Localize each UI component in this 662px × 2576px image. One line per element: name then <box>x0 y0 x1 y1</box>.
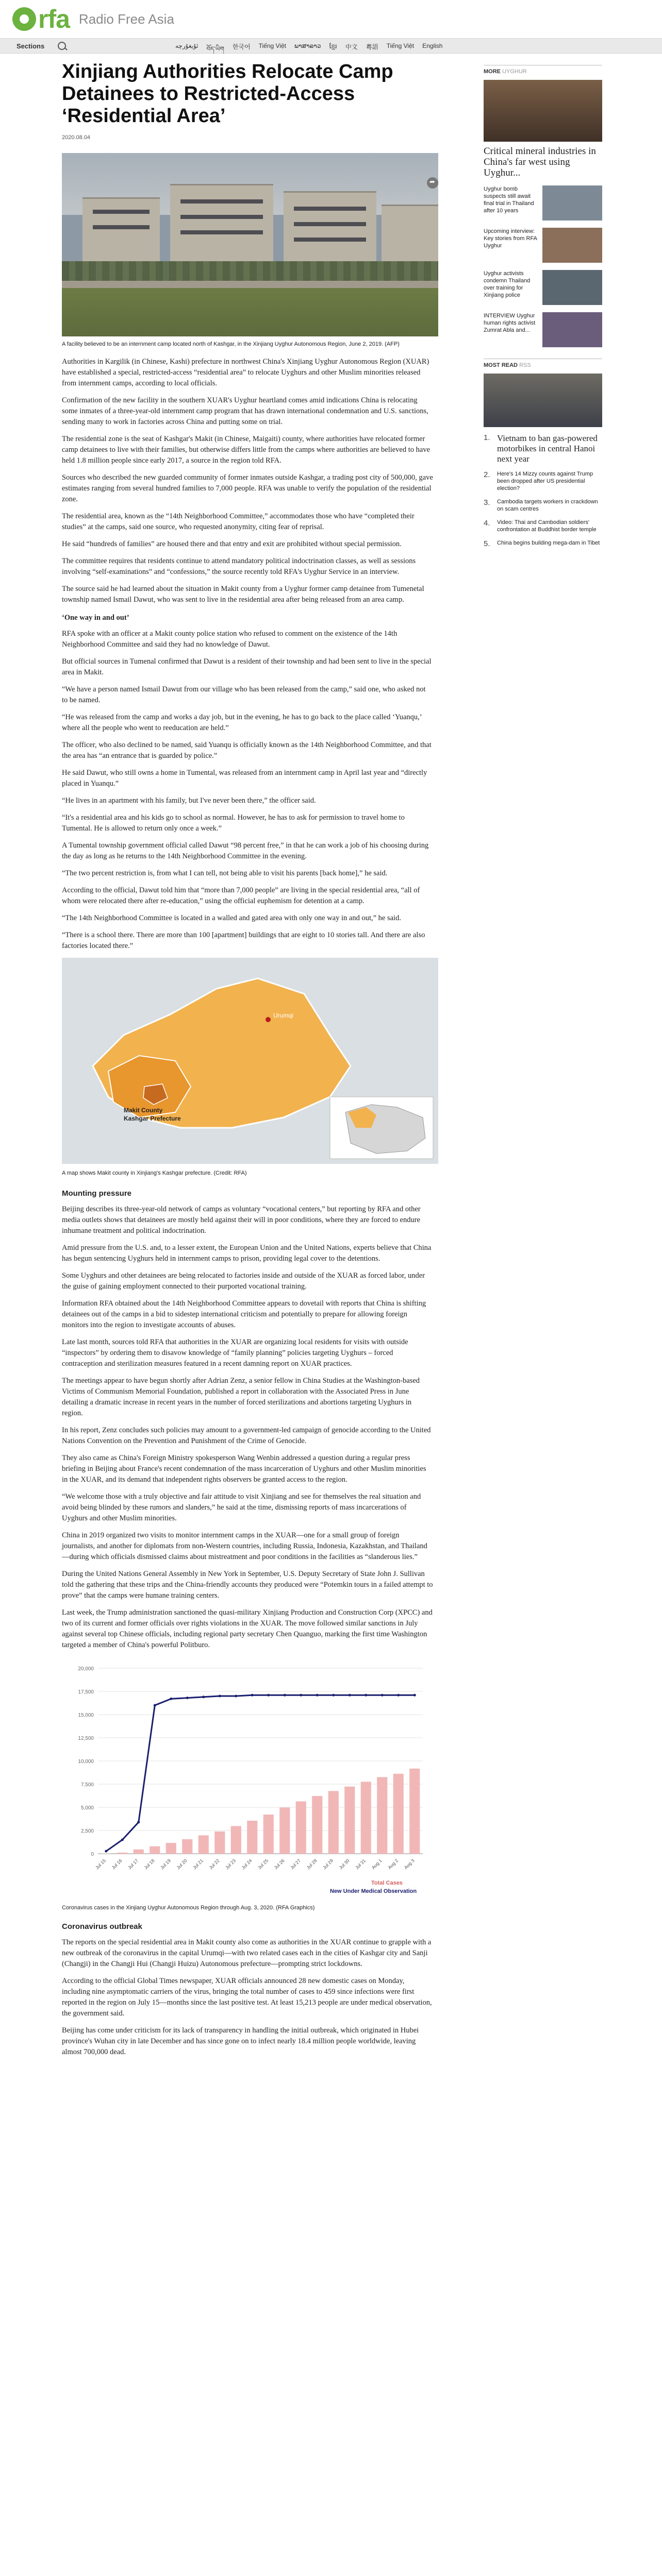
chart-point-medical-observation <box>251 1694 254 1697</box>
chart-y-tick-label: 12,500 <box>78 1736 94 1741</box>
chart-x-tick-label: Jul 16 <box>110 1858 123 1871</box>
chart-x-tick-label: Jul 19 <box>159 1858 172 1871</box>
article-paragraph: The source said he had learned about the situation in Makit county from a Uyghur former camp detainee from Tumenetal township named Ismail Dawut, who was sent to live in the residential area after being released from an area camp. <box>62 585 424 604</box>
chart-x-tick-label: Jul 31 <box>354 1858 367 1871</box>
share-icon[interactable] <box>427 177 438 189</box>
language-link[interactable]: Tiếng Việt <box>386 42 415 49</box>
chart-bar-total-cases <box>279 1807 290 1854</box>
most-read-label: MOST READ <box>484 362 518 368</box>
article-paragraph: The officer, who also declined to be named, said Yuanqu is officially known as the 14th Neighborhood Committee, and that the area has “an entrance that is guarded by police.” <box>62 741 432 760</box>
article-paragraph: They also came as China's Foreign Ministry spokesperson Wang Wenbin addressed a question during a regular press briefing in Beijing about France's recent condemnation of the mass incarceration of Uyghurs and other Muslim minorities in the XUAR, and its demand that independent rights observers be granted access to the region. <box>62 1454 426 1484</box>
article-paragraph: “We have a person named Ismail Dawut from our village who has been released from the camp,” said one, who asked not to be named. <box>62 685 426 704</box>
chart-bar-total-cases <box>150 1846 160 1854</box>
article-paragraph: Confirmation of the new facility in the southern XUAR's Uyghur heartland comes amid indications China is relocating some inmates of a three-year-old internment camp program that has drawn international condemnation and U.S. sanctions, sending many to work in factories across China and putting some on trial. <box>62 396 428 426</box>
chart-x-tick-label: Jul 15 <box>94 1858 107 1871</box>
more-section-label[interactable]: UYGHUR <box>502 69 527 75</box>
most-read-rank: 3. <box>484 498 490 507</box>
map-label-makit: Makit County <box>124 1107 163 1114</box>
article <box>62 61 474 2064</box>
chart-point-medical-observation <box>365 1694 367 1697</box>
article-paragraph: The committee requires that residents continue to attend mandatory political indoctrination classes, as well as sessions involving “self-examinations” and “confessions,” the source recently told RFA's Uyghur Service in an interview. <box>62 557 416 576</box>
chart-y-tick-label: 2,500 <box>80 1828 94 1834</box>
chart-bar-total-cases <box>361 1782 371 1854</box>
chart-y-tick-label: 5,000 <box>80 1805 94 1811</box>
article-paragraph: “It's a residential area and his kids go to school as normal. However, he has to ask for permission to travel home to Tumental. He is allowed to return only once a week.” <box>62 814 405 833</box>
article-paragraph: A Tumental township government official called Dawut “98 percent free,” in that he can work a job of his choosing during the day as long as he returns to the 14th Neighborhood Committee in the evening. <box>62 841 429 860</box>
map-caption: A map shows Makit county in Xinjiang's Kashgar prefecture. (Credit: RFA) <box>62 1170 247 1176</box>
chart-y-tick-label: 20,000 <box>78 1666 94 1672</box>
map-label-kashgar: Kashgar Prefecture <box>124 1115 181 1122</box>
language-link[interactable]: English <box>422 42 443 49</box>
sidebar-story[interactable] <box>484 228 602 263</box>
chart-point-medical-observation <box>235 1695 237 1698</box>
article-paragraph: Authorities in Kargilik (in Chinese, Kashi) prefecture in northwest China's Xinjiang Uyghur Autonomous Region (XUAR) have established a special, restricted-access “residential area” to relocate Uyghurs and other Muslim minorities released from internment camps, according to local officials. <box>62 358 429 387</box>
chart-point-medical-observation <box>154 1704 156 1707</box>
chart-point-medical-observation <box>300 1694 302 1697</box>
article-paragraph: Last week, the Trump administration sanctioned the quasi-military Xinjiang Production and Construction Corp (XPCC) and two of its current and former officials over rights violations in the XUAR. The move followed similar sanctions in July against several top Chinese officials, including regional party secretary Chen Quanguo, marking the first time Washington targeted a member of China's powerful Politburo. <box>62 1608 433 1649</box>
article-paragraph: “There is a school there. There are more than 100 [apartment] buildings that are eight to 10 stories tall. And there are also factories located there.” <box>62 931 425 950</box>
rfa-logo-icon <box>12 7 36 31</box>
article-paragraph: “The 14th Neighborhood Committee is located in a walled and gated area with only one way in and out,” he said. <box>62 914 401 922</box>
language-link[interactable]: ខ្មែរ <box>329 43 337 50</box>
chart-bar-total-cases <box>312 1796 322 1854</box>
hero-image <box>62 153 438 336</box>
language-link[interactable]: བོད་ཡིག <box>206 45 224 53</box>
chart-x-tick-label: Jul 17 <box>127 1858 140 1871</box>
article-paragraph: “We welcome those with a truly objective and fair attitude to visit Xinjiang and see for themselves the real situation and avoid being blinded by these rumors and slanders,” he said at the time, dismissing reports of mass incarcerations of Uyghurs and other Muslim minorities. <box>62 1493 421 1522</box>
chart-y-tick-label: 17,500 <box>78 1689 94 1695</box>
chart-bar-total-cases <box>328 1791 339 1854</box>
chart-y-tick-label: 10,000 <box>78 1759 94 1765</box>
sidebar-story-title: Uyghur activists condemn Thailand over training for Xinjiang police <box>484 270 531 298</box>
article-paragraph: “He was released from the camp and works a day job, but in the evening, he has to go back to the place called ‘Yuanqu,’ where all the people who went to reeducation are held.” <box>62 713 422 732</box>
chart-x-tick-label: Jul 28 <box>305 1858 318 1871</box>
article-paragraph: The reports on the special residential area in Makit county also come as authorities in the XUAR continue to grapple with a new outbreak of the coronavirus in the capital Urumqi—with two related cases each in the cities of Kashgar city and Sanji (Changji) in the Changji Hui (Changji Huizu) Autonomous prefecture—prompting strict lockdowns. <box>62 1938 432 1968</box>
chart-point-medical-observation <box>121 1839 124 1841</box>
chart-x-tick-label: Jul 27 <box>289 1858 302 1871</box>
chart-caption: Coronavirus cases in the Xinjiang Uyghur Autonomous Region through Aug. 3, 2020. (RFA Graphics) <box>62 1905 315 1911</box>
article-body <box>62 357 433 2058</box>
chart-bar-total-cases <box>166 1843 176 1854</box>
sidebar-story[interactable] <box>484 312 602 347</box>
most-read-rank: 1. <box>484 433 490 442</box>
sidebar-feature-title[interactable]: Critical mineral industries in China's far west using Uyghur... <box>484 146 596 178</box>
article-paragraph: The meetings appear to have begun shortly after Adrian Zenz, a senior fellow in China Studies at the Washington-based Victims of Communism Memorial Foundation, published a report in collaboration with the Associated Press in June detailing a dramatic increase in recent years in the number of forced sterilizations and abortions targeting Uyghurs in region. <box>62 1377 420 1417</box>
sidebar-story-title: Upcoming interview: Key stories from RFA Uyghur <box>484 228 537 249</box>
chart-bar-total-cases <box>182 1839 192 1854</box>
article-paragraph: Late last month, sources told RFA that authorities in the XUAR are organizing local residents for visits with outside “inspectors” by ordering them to disavow knowledge of “family planning” policies targeting Uyghurs – forced contraception and sterilization measures featured in a recent damning report on XUAR practices. <box>62 1338 408 1368</box>
article-paragraph: During the United Nations General Assembly in New York in September, U.S. Deputy Secretary of State John J. Sullivan told the gathering that these trips and the China-friendly accounts they produced were “Potemkin tours in a failed attempt to prove” that the camps were humane training centers. <box>62 1570 433 1600</box>
most-read-title: China begins building mega-dam in Tibet <box>497 540 600 546</box>
most-read-section-label[interactable]: RSS <box>519 362 531 368</box>
most-read-rank: 2. <box>484 470 490 479</box>
chart-bar-total-cases <box>409 1769 420 1854</box>
chart-x-tick-label: Jul 18 <box>143 1858 156 1871</box>
most-read-item[interactable] <box>484 433 602 464</box>
chart-legend-medical-observation: New Under Medical Observation <box>330 1888 417 1894</box>
hero-caption: A facility believed to be an internment camp located north of Kashgar, in the Xinjiang Uyghur Autonomous Region, June 2, 2019. (AFP) <box>62 341 400 347</box>
chart-point-medical-observation <box>284 1694 286 1697</box>
chart-x-tick-label: Jul 29 <box>322 1858 335 1871</box>
sidebar-story-title: Uyghur bomb suspects still await final trial in Thailand after 10 years <box>484 186 534 214</box>
sidebar-story-title: INTERVIEW Uyghur human rights activist Zumrat Abla and... <box>484 313 536 333</box>
logo-text: rfa <box>38 5 70 33</box>
covid-chart <box>62 1658 438 1900</box>
chart-x-tick-label: Aug 1 <box>370 1858 383 1871</box>
sidebar-story-thumbnail <box>542 185 602 221</box>
language-link[interactable]: ພາສາລາວ <box>294 42 321 49</box>
article-paragraph: “He lives in an apartment with his family, but I've never been there,” the officer said. <box>62 796 316 805</box>
article-paragraph: In his report, Zenz concludes such policies may amount to a government-led campaign of genocide according to the United Nations Convention on the Prevention and Punishment of the Crime of Genocide. <box>62 1426 431 1445</box>
chart-x-tick-label: Jul 30 <box>338 1858 351 1871</box>
article-date: 2020.08.04 <box>62 134 91 141</box>
language-link[interactable]: Tiếng Việt <box>258 42 286 49</box>
most-read-rank: 5. <box>484 539 490 548</box>
most-read-title: Here's 14 Mizzy counts against Trump been dropped after US presidential election? <box>497 471 593 492</box>
map-label-urumqi: Urumqi <box>273 1012 293 1019</box>
article-paragraph: RFA spoke with an officer at a Makit county police station who refused to comment on the existence of the 14th Neighborhood Committee and said they had no knowledge of Dawut. <box>62 630 398 649</box>
site-header <box>0 0 662 38</box>
chart-x-tick-label: Jul 20 <box>175 1858 188 1871</box>
sidebar-story-thumbnail <box>542 270 602 305</box>
subhead-mounting-pressure: Mounting pressure <box>62 1189 132 1198</box>
chart-point-medical-observation <box>397 1694 400 1697</box>
article-paragraph: The residential zone is the seat of Kashgar's Makit (in Chinese, Maigaiti) county, where authorities have relocated former camp detainees to live with their families, but otherwise differs little from the camps where authorities are believed to have held 1.8 million people since early 2017, a source in the region told RFA. <box>62 435 431 465</box>
most-read-title: Video: Thai and Cambodian soldiers' confrontation at Buddhist border temple <box>497 519 597 533</box>
chart-point-medical-observation <box>332 1694 335 1697</box>
sidebar-story-thumbnail <box>542 228 602 263</box>
chart-y-tick-label: 7,500 <box>80 1782 94 1788</box>
chart-x-tick-label: Jul 24 <box>240 1858 253 1871</box>
map-svg <box>62 958 438 1164</box>
chart-point-medical-observation <box>381 1694 384 1697</box>
chart-bar-total-cases <box>393 1774 404 1854</box>
article-paragraph: According to the official, Dawut told him that “more than 7,000 people” are living in the special residential area, “all of whom were relocated there after re-education,” using the official euphemism for detention at a camp. <box>62 886 420 905</box>
most-read-image[interactable] <box>484 374 602 427</box>
site-name: Radio Free Asia <box>78 11 174 27</box>
article-paragraph: According to the official Global Times newspaper, XUAR officials announced 28 new domestic cases on Monday, including nine asymptomatic carriers of the virus, bringing the total number of cases to 459 since infections were first reported in the region on July 15—months since the last positive test. At least 15,213 people are under medical observation, the government said. <box>62 1977 432 2018</box>
language-link[interactable]: 한국어 <box>232 43 251 50</box>
chart-x-tick-label: Jul 26 <box>273 1858 286 1871</box>
most-read-item[interactable] <box>484 498 602 513</box>
article-paragraph: He said “hundreds of families” are housed there and that entry and exit are prohibited without special permission. <box>62 540 402 548</box>
chart-point-medical-observation <box>267 1694 270 1697</box>
article-paragraph: China in 2019 organized two visits to monitor internment camps in the XUAR—one for a small group of foreign journalists, and another for diplomats from non-Western countries, including Russia, Indonesia, Kazakhstan, and Thailand—during which officials dismissed claims about mistreatment and poor conditions in the facilities as “slanderous lies.” <box>62 1531 427 1561</box>
chart-point-medical-observation <box>349 1694 351 1697</box>
subhead-coronavirus: Coronavirus outbreak <box>62 1922 142 1931</box>
site-logo[interactable] <box>12 7 174 31</box>
sidebar <box>484 65 602 548</box>
language-link[interactable]: 粵語 <box>366 43 378 50</box>
language-link[interactable]: 中文 <box>345 43 358 50</box>
article-paragraph: Amid pressure from the U.S. and, to a lesser extent, the European Union and the United Nations, experts believe that China has begun sentencing Uyghurs held in internment camps to prison, providing legal cover to the detentions. <box>62 1244 432 1263</box>
chart-bar-total-cases <box>214 1832 225 1854</box>
chart-x-tick-label: Jul 21 <box>192 1858 205 1871</box>
chart-svg <box>62 1658 438 1900</box>
chart-bar-total-cases <box>247 1821 257 1854</box>
language-link[interactable]: ئۇيغۇرچە <box>175 42 198 49</box>
chart-x-tick-label: Jul 25 <box>257 1858 270 1871</box>
subhead-one-way: ‘One way in and out’ <box>62 614 129 622</box>
chart-bar-total-cases <box>263 1815 274 1854</box>
sidebar-story-thumbnail <box>542 312 602 347</box>
chart-bar-total-cases <box>377 1777 387 1854</box>
sidebar-more-heading <box>484 65 602 75</box>
language-links <box>175 42 442 60</box>
chart-point-medical-observation <box>413 1694 416 1697</box>
most-read-title: Cambodia targets workers in crackdown on scam centres <box>497 499 598 512</box>
more-label: MORE <box>484 69 501 75</box>
chart-x-tick-label: Aug 3 <box>403 1858 416 1871</box>
most-read-item[interactable] <box>484 470 602 492</box>
chart-x-tick-label: Aug 2 <box>387 1858 400 1871</box>
chart-point-medical-observation <box>105 1850 107 1853</box>
chart-y-tick-label: 15,000 <box>78 1713 94 1718</box>
article-paragraph: Beijing describes its three-year-old network of camps as voluntary “vocational centers,” but reporting by RFA and other media outlets shows that detainees are mostly held against their will in poor conditions, where they are forced to endure inhumane treatment and political indoctrination. <box>62 1205 421 1235</box>
most-read-rank: 4. <box>484 519 490 528</box>
chart-x-tick-label: Jul 22 <box>208 1858 221 1871</box>
sidebar-story[interactable] <box>484 270 602 305</box>
most-read-title: Vietnam to ban gas-powered motorbikes in central Hanoi next year <box>497 433 598 464</box>
sidebar-feature-image[interactable] <box>484 80 602 142</box>
chart-point-medical-observation <box>170 1698 172 1700</box>
article-paragraph: Information RFA obtained about the 14th Neighborhood Committee appears to dovetail with reports that China is shifting detainees out of the camps in a bid to sidestep international criticism and potentially to prepare for allowing foreign monitors into the region to investigate accounts of abuses. <box>62 1299 426 1329</box>
nav-bar <box>0 38 662 54</box>
article-headline: Xinjiang Authorities Relocate Camp Detainees to Restricted-Access ‘Residential Area’ <box>62 61 393 127</box>
chart-point-medical-observation <box>219 1695 221 1698</box>
most-read-item[interactable] <box>484 539 602 548</box>
sidebar-story[interactable] <box>484 185 602 221</box>
most-read-item[interactable] <box>484 519 602 533</box>
chart-x-tick-label: Jul 23 <box>224 1858 237 1871</box>
chart-bar-total-cases <box>296 1801 306 1854</box>
chart-bar-total-cases <box>134 1850 144 1854</box>
article-paragraph: Beijing has come under criticism for its lack of transparency in handling the initial outbreak, which originated in Hubei province's Wuhan city in late December and has since gone on to infect nearly 18.4 million people worldwide, leaving almost 700,000 dead. <box>62 2026 419 2056</box>
chart-legend-total-cases: Total Cases <box>371 1880 403 1886</box>
chart-point-medical-observation <box>186 1697 189 1699</box>
xinjiang-map <box>62 958 438 1164</box>
article-paragraph: But official sources in Tumenal confirmed that Dawut is a resident of their township and had been sent to live in the special area in Makit. <box>62 657 432 676</box>
chart-bar-total-cases <box>198 1835 209 1854</box>
most-read-heading <box>484 359 602 368</box>
article-paragraph: The residential area, known as the “14th Neighborhood Committee,” accommodates those who have “completed their studies” at the camps, said one source, who requested anonymity, citing fear of reprisal. <box>62 512 415 531</box>
chart-bar-total-cases <box>344 1787 355 1854</box>
article-paragraph: “The two percent restriction is, from what I can tell, not being able to visit his parents [back home],” he said. <box>62 869 388 877</box>
chart-point-medical-observation <box>202 1696 205 1698</box>
article-paragraph: Some Uyghurs and other detainees are being relocated to factories inside and outside of the XUAR as forced labor, under the guise of gaining employment connected to their purported vocational training. <box>62 1272 425 1291</box>
chart-point-medical-observation <box>137 1821 140 1823</box>
article-paragraph: Sources who described the new guarded community of former inmates outside Kashgar, a trading post city of 500,000, gave estimates ranging from several hundred families to 7,000 people. RFA was unable to verify the population of the residential zone. <box>62 473 433 503</box>
article-paragraph: He said Dawut, who still owns a home in Tumental, was released from an internment camp in April last year and “directly placed in Yuanqu.” <box>62 769 427 788</box>
chart-bar-total-cases <box>231 1826 241 1854</box>
sections-menu-button[interactable]: Sections <box>16 42 45 50</box>
chart-point-medical-observation <box>316 1694 319 1697</box>
chart-y-tick-label: 0 <box>91 1852 94 1857</box>
chart-bar-total-cases <box>117 1853 127 1854</box>
search-icon[interactable] <box>58 42 66 50</box>
